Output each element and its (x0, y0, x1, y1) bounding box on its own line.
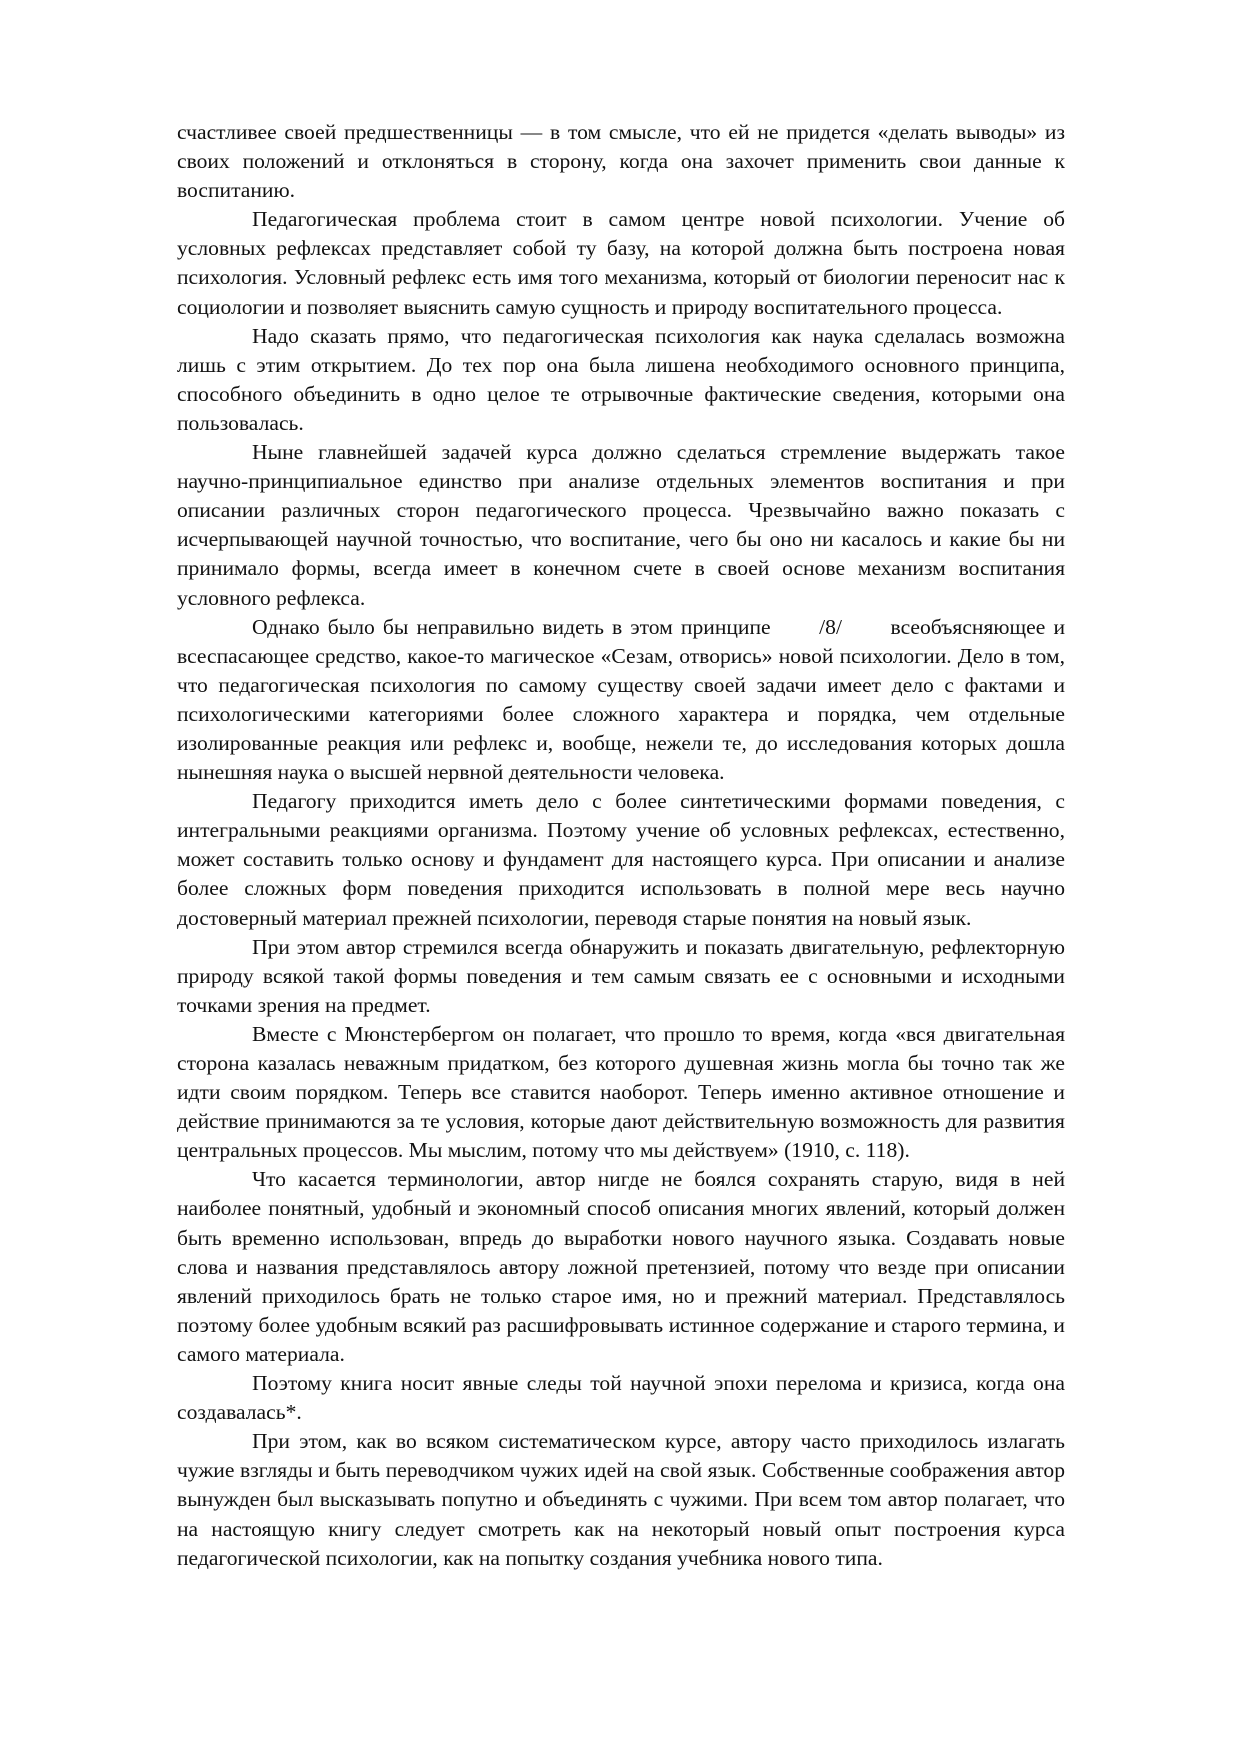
paragraph: Однако было бы неправильно видеть в этом принципе /8/ всеобъясняющее и всеспасающее средство, какое-то магическое «Сезам, отворись» новой психологии. Дело в том, что педагогическая психология по самому существу своей задачи имеет дело с фактами и психологическими категориями более сложного характера и порядка, чем отдельные изолированные реакция или рефлекс и, вообще, нежели те, до исследования которых дошла нынешняя наука о высшей нервной деятельности человека. (177, 614, 1071, 785)
paragraph: При этом, как во всяком систематическом курсе, автору часто приходилось излагать чужие взгляды и быть переводчиком чужих идей на свой язык. Собственные соображения автор вынужден был высказывать попутно и объединять с чужими. При всем том автор полагает, что на настоящую книгу следует смотреть как на некоторый новый опыт построения курса педагогической психологии, как на попытку создания учебника нового типа. (177, 1429, 1065, 1570)
paragraph: Надо сказать прямо, что педагогическая психология как наука сделалась возможна лишь с этим открытием. До тех пор она была лишена необходимого основного принципа, способного объединить в одно целое те отрывочные фактические сведения, которыми она пользовалась. (177, 323, 1065, 435)
paragraph: Ныне главнейшей задачей курса должно сделаться стремление выдержать такое научно-принципиальное единство при анализе отдельных элементов воспитания и при описании различных сторон педагогического процесса. Чрезвычайно важно показать с исчерпывающей научной точностью, что воспитание, чего бы оно ни касалось и какие бы ни принимало формы, всегда имеет в конечном счете в своей основе механизм воспитания условного рефлекса. (177, 440, 1065, 610)
paragraph: Поэтому книга носит явные следы той научной эпохи перелома и кризиса, когда она создавалась*. (177, 1371, 1065, 1425)
paragraph: Педагогическая проблема стоит в самом центре новой психологии. Учение об условных рефлексах представляет собой ту базу, на которой должна быть построена новая психология. Условный рефлекс есть имя того механизма, который от биологии переносит нас к социологии и позволяет выяснить самую сущность и природу воспитательного процесса. (177, 207, 1065, 319)
paragraph: счастливее своей предшественницы — в том смысле, что ей не придется «делать выводы» из своих положений и отклоняться в сторону, когда она захочет применить свои данные к воспитанию. (177, 120, 1065, 203)
document-page (177, 118, 1071, 1573)
paragraph: При этом автор стремился всегда обнаружить и показать двигательную, рефлекторную природу всякой такой формы поведения и тем самым связать ее с основными и исходными точками зрения на предмет. (177, 934, 1065, 1017)
paragraph: Вместе с Мюнстербергом он полагает, что прошло то время, когда «вся двигательная сторона казалась неважным придатком, без которого душевная жизнь могла бы точно так же идти своим порядком. Теперь все ставится наоборот. Теперь именно активное отношение и действие принимаются за те условия, которые дают действительную возможность для развития центральных процессов. Мы мыслим, потому что мы действуем» (1910, с. 118). (177, 1021, 1065, 1163)
paragraph: Педагогу приходится иметь дело с более синтетическими формами поведения, с интегральными реакциями организма. Поэтому учение об условных рефлексах, естественно, может составить только основу и фундамент для настоящего курса. При описании и анализе более сложных форм поведения приходится использовать в полной мере весь научно достоверный материал прежней психологии, переводя старые понятия на новый язык. (177, 789, 1065, 930)
paragraph: Что касается терминологии, автор нигде не боялся сохранять старую, видя в ней наиболее понятный, удобный и экономный способ описания многих явлений, который должен быть временно использован, впредь до выработки нового научного языка. Создавать новые слова и названия представлялось автору ложной претензией, потому что везде при описании явлений приходилось брать не только старое имя, но и прежний материал. Представлялось поэтому более удобным всякий раз расшифровывать истинное содержание и старого термина, и самого материала. (177, 1167, 1065, 1366)
